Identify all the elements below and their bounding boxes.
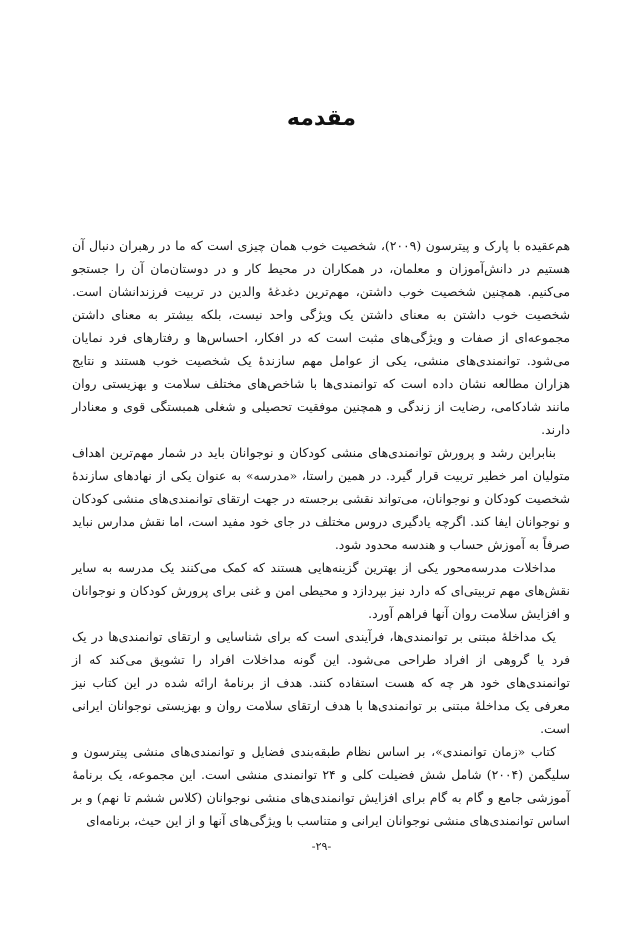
paragraph-4: یک مداخلهٔ مبتنی بر توانمندی‌ها، فرآیندی است که برای شناسایی و ارتقای توانمندی‌ها در یک فرد یا گروهی از افراد طراحی می‌شود. این گونه مداخلات افراد را تشویق می‌کند که از توانمندی‌های خود هر چه که هست استفاده کنند. هدف از برنامهٔ ارائه شده در این کتاب نیز معرفی یک مداخلهٔ مبتنی بر توانمندی‌ها با هدف ارتقای سلامت روان و بهزیستی نوجوانان ایرانی است.	[72, 629, 570, 736]
paragraph-3: مداخلات مدرسه‌محور یکی از بهترین گزینه‌هایی هستند که کمک می‌کنند یک مدرسه به سایر نقش‌های مهم تربیتی‌ای که دارد نیز بپردازد و محیطی امن و غنی برای پرورش کودکان و نوجوانان و افزایش سلامت روان آنها فراهم آورد.	[72, 560, 570, 621]
page-number: -۲۹-	[311, 840, 332, 853]
body-text	[72, 234, 570, 832]
paragraph-2: بنابراین رشد و پرورش توانمندی‌های منشی کودکان و نوجوانان باید در شمار مهم‌ترین اهداف متولیان امر خطیر تربیت قرار گیرد. در همین راستا، «مدرسه» به عنوان یکی از نهادهای سازندهٔ شخصیت کودکان و نوجوانان، می‌تواند نقشی برجسته در جهت ارتقای توانمندی‌های منشی کودکان و نوجوانان ایفا کند. اگرچه یادگیری دروس مختلف در جای خود مفید است، اما نقش مدارس نباید صرفاً به آموزش حساب و هندسه محدود شود.	[72, 445, 570, 552]
paragraph-5: کتاب «زمان توانمندی»، بر اساس نظام طبقه‌بندی فضایل و توانمندی‌های منشی پیترسون و سلیگمن (۲۰۰۴) شامل شش فضیلت کلی و ۲۴ توانمندی منشی است. این مجموعه، یک برنامهٔ آموزشی جامع و گام به گام برای افزایش توانمندی‌های منشی نوجوانان (کلاس ششم تا نهم) و بر اساس توانمندی‌های منشی نوجوانان ایرانی و متناسب با ویژگی‌های آنها و از این حیث، برنامه‌ای	[72, 744, 570, 828]
page-title: مقدمه	[286, 106, 357, 131]
paragraph-1: هم‌عقیده با پارک و پیترسون (۲۰۰۹)، شخصیت خوب همان چیزی است که ما در رهبران دنبال آن هستیم در دانش‌آموزان و معلمان، در همکاران در محیط کار و در دوستان‌مان آن را جستجو می‌کنیم. همچنین شخصیت خوب داشتن، مهم‌ترین دغدغهٔ والدین در تربیت فرزندانشان است. شخصیت خوب داشتن به معنای داشتن یک ویژگی واحد نیست، بلکه بیشتر به معنای داشتن مجموعه‌ای از صفات و ویژگی‌های مثبت است که در افکار، احساس‌ها و رفتارهای فرد نمایان می‌شود. توانمندی‌های منشی، یکی از عوامل مهم سازندهٔ یک شخصیت خوب هستند و نتایج هزاران مطالعه نشان داده است که توانمندی‌ها با شاخص‌های مختلف سلامت و بهزیستی روان مانند شادکامی، رضایت از زندگی و همچنین موفقیت تحصیلی و شغلی همبستگی قوی و معنادار دارند.	[72, 238, 570, 437]
